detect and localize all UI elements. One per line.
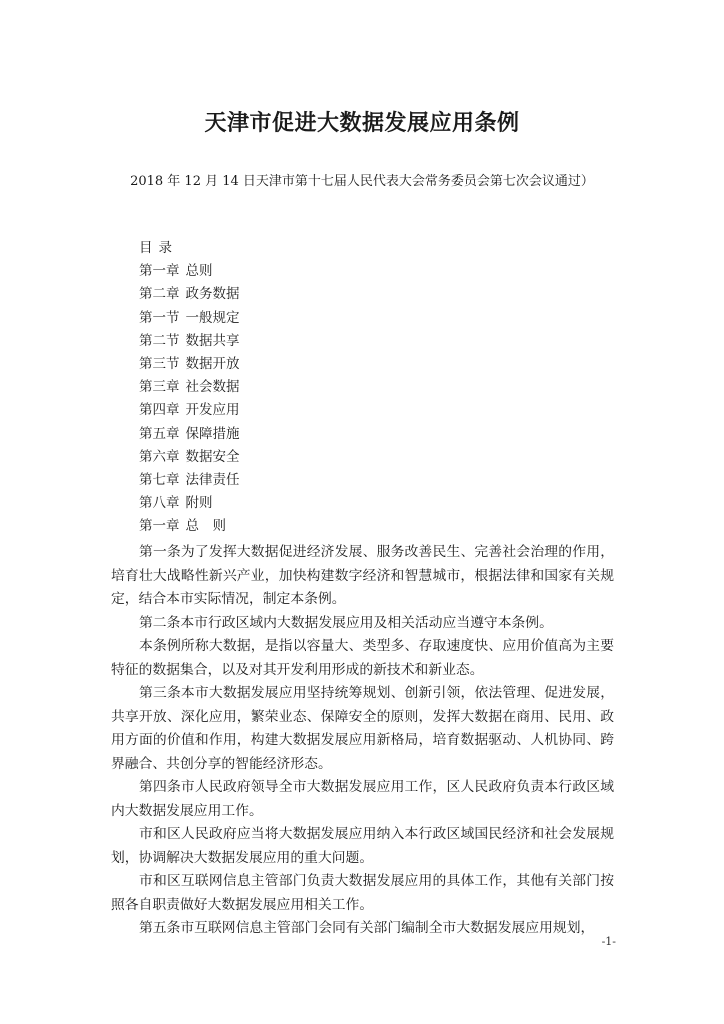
toc-item-number: 第二章 — [139, 286, 180, 303]
article-1-paragraph: 第一条为了发挥大数据促进经济发展、服务改善民生、完善社会治理的作用，培育壮大战略性新兴产业，加快构建数字经济和智慧城市，根据法律和国家有关规定，结合本市实际情况，制定本条例。 — [111, 544, 614, 607]
toc-item — [139, 353, 240, 376]
toc-item-name: 保障措施 — [185, 425, 240, 442]
chapter-heading-name: 总 则 — [185, 518, 226, 535]
page-title: 天津市促进大数据发展应用条例 — [204, 111, 520, 136]
article-5-paragraph: 第五条市互联网信息主管部门会同有关部门编制全市大数据发展应用规划， — [139, 920, 595, 936]
toc-item-number: 第八章 — [139, 495, 180, 512]
body-text — [111, 541, 614, 941]
internet-department-paragraph: 市和区互联网信息主管部门负责大数据发展应用的具体工作，其他有关部门按照各自职责做好大数据发展应用相关工作。 — [111, 873, 614, 913]
adoption-note: 2018 年 12 月 14 日天津市第十七届人民代表大会常务委员会第七次会议通过） — [130, 174, 594, 189]
toc-item-name: 法律责任 — [185, 471, 240, 488]
toc-item-number: 第一章 — [139, 263, 180, 280]
toc-item-name: 数据开放 — [185, 355, 240, 372]
toc-item — [139, 283, 240, 306]
toc-item-number: 第二节 — [139, 332, 180, 349]
toc-item-name: 总则 — [185, 263, 213, 280]
toc-item-number: 第三章 — [139, 379, 180, 396]
toc-item-number: 第三节 — [139, 355, 180, 372]
toc-item — [139, 330, 240, 353]
toc-item — [139, 307, 240, 330]
toc-item-number: 第一节 — [139, 309, 180, 326]
toc-item-name: 一般规定 — [185, 309, 240, 326]
toc-item-name: 附则 — [185, 495, 213, 512]
toc-item-name: 数据共享 — [185, 332, 240, 349]
toc-item-name: 开发应用 — [185, 402, 240, 419]
article-4-paragraph: 第四条市人民政府领导全市大数据发展应用工作，区人民政府负责本行政区域内大数据发展应用工作。 — [111, 779, 614, 819]
toc-item — [139, 492, 240, 515]
toc-item — [139, 446, 240, 469]
toc-item-number: 第四章 — [139, 402, 180, 419]
table-of-contents — [139, 237, 240, 538]
toc-item — [139, 399, 240, 422]
article-3-paragraph: 第三条本市大数据发展应用坚持统筹规划、创新引领，依法管理、促进发展，共享开放、深化应用，繁荣业态、保障安全的原则，发挥大数据在商用、民用、政用方面的价值和作用，构建大数据发展应用新格局，培育数据驱动、人机协同、跨界融合、共创分享的智能经济形态。 — [111, 685, 614, 772]
chapter-heading-number: 第一章 — [139, 518, 180, 535]
toc-item-name: 社会数据 — [185, 379, 240, 396]
big-data-definition-paragraph: 本条例所称大数据，是指以容量大、类型多、存取速度快、应用价值高为主要特征的数据集合，以及对其开发利用形成的新技术和新业态。 — [111, 638, 614, 678]
toc-item-name: 政务数据 — [185, 286, 240, 303]
toc-item — [139, 237, 240, 260]
chapter-heading — [139, 515, 240, 538]
government-duty-paragraph: 市和区人民政府应当将大数据发展应用纳入本行政区域国民经济和社会发展规划，协调解决大数据发展应用的重大问题。 — [111, 826, 614, 866]
toc-item — [139, 260, 240, 283]
article-2-paragraph: 第二条本市行政区域内大数据发展应用及相关活动应当遵守本条例。 — [139, 614, 553, 631]
toc-item-number: 第五章 — [139, 425, 180, 442]
toc-item-name: 数据安全 — [185, 448, 240, 465]
toc-item — [139, 423, 240, 446]
toc-item — [139, 469, 240, 492]
page-number: -1- — [601, 935, 616, 948]
toc-item-name: 录 — [158, 240, 172, 256]
toc-item-number: 第六章 — [139, 448, 180, 465]
toc-item-number: 第七章 — [139, 471, 180, 488]
toc-item — [139, 376, 240, 399]
toc-item-number: 目 — [139, 240, 153, 256]
